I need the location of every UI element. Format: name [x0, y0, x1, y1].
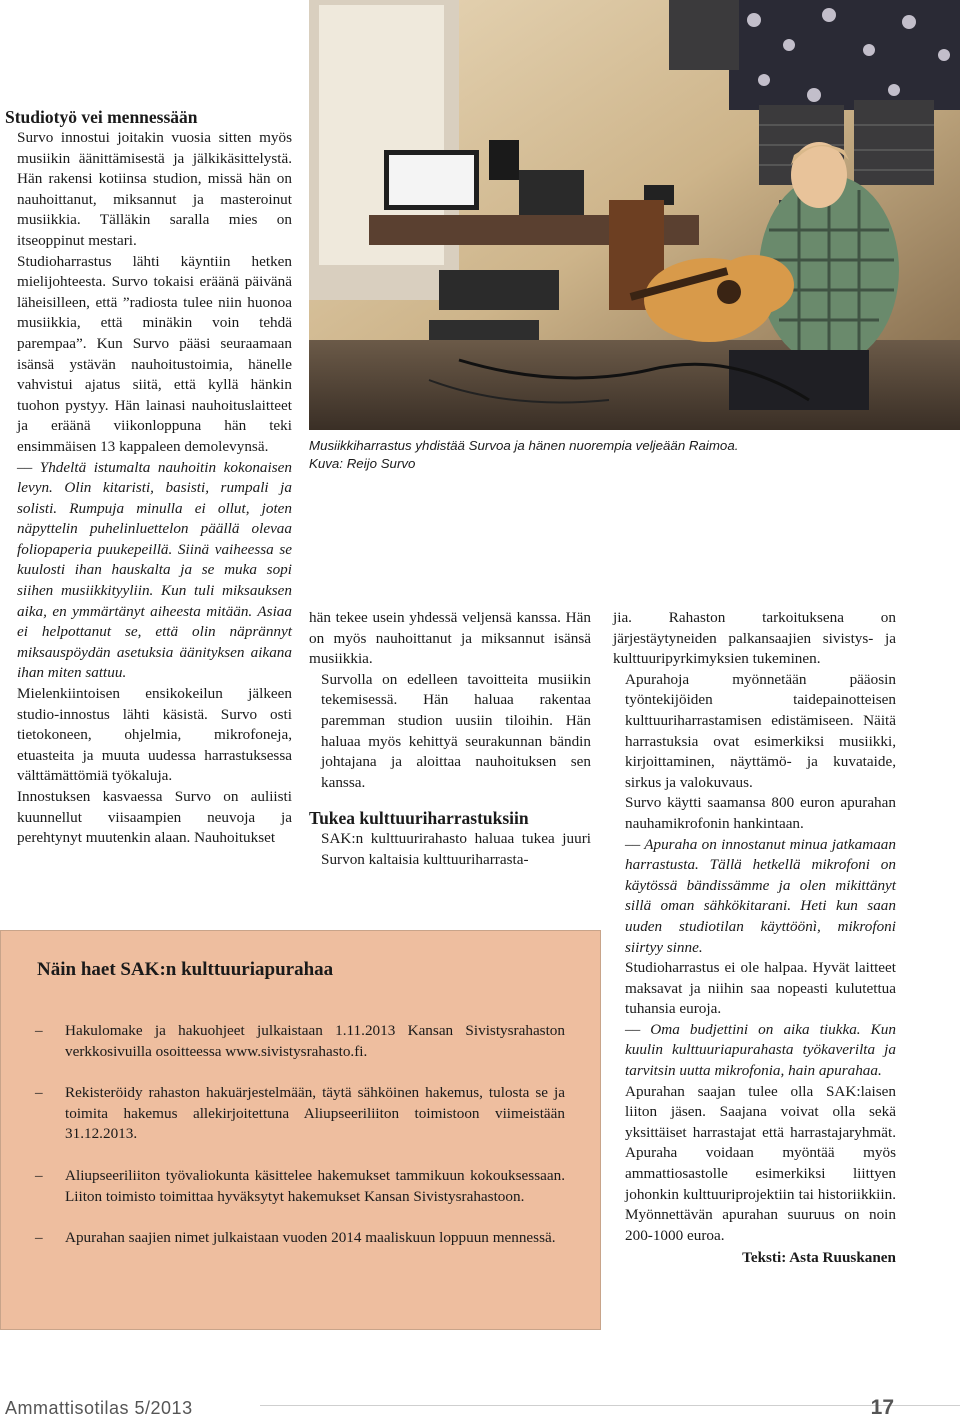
- box-list: [35, 1021, 565, 1270]
- section-heading: Tukea kulttuuriharrastuksiin: [309, 808, 529, 829]
- middle-column: [309, 608, 591, 871]
- page-number: 17: [870, 1396, 894, 1419]
- footer-divider: [260, 1405, 960, 1406]
- body-paragraph: Survo käytti saamansa 800 euron apurahan nauhamikrofonin hankintaan.: [625, 794, 896, 832]
- box-title: Näin haet SAK:n kulttuuriapurahaa: [37, 959, 334, 980]
- body-paragraph: SAK:n kulttuurirahasto haluaa tukea juuri Survon kaltaisia kulttuuriharrasta-: [321, 830, 591, 868]
- body-paragraph: Survolla on edelleen tavoitteita musiikin tekemisessä. Hän haluaa rakentaa paremman studion uusiin tiloihin. Hän haluaa myös kehittyä seurakunnan bändin johtajana ja aloittaa nauhoituksen sen kanssa.: [321, 670, 591, 791]
- photo-credit: Kuva: Reijo Survo: [309, 456, 416, 471]
- body-paragraph: Survo innostui joitakin vuosia sitten myös musiikin äänittämisestä ja jälkikäsittelystä. Hän rakensi kotiinsa studion, missä hän on nauhoittanut, miksannut ja masteroinut musiikkia. Tälläkin saralla mies on itseoppinut mestari.: [17, 129, 292, 249]
- quote-paragraph: –– Oma budjettini on aika tiukka. Kun kuulin kulttuuriapurahasta työkaverilta ja tarvitsin uutta mikrofonia, hain apurahaa.: [625, 1020, 896, 1080]
- info-box: [0, 930, 601, 1330]
- body-paragraph: Apurahoja myönnetään pääosin työntekijöiden taidepainotteisen kulttuuriharrastamisen edistämiseen. Näitä harrastuksia ovat esimerkiksi musiikki, kirjoittaminen, näyttämö- ja kuvataide, sirkus ja valokuvaus.: [625, 670, 896, 791]
- body-paragraph: Mielenkiintoisen ensikokeilun jälkeen studio-innostus lähti käsistä. Survo osti tietokoneen, ohjelmia, mikrofoneja, etuasteita ja muuta uudessa harrastuksessa välttämättömiä työkaluja.: [17, 685, 292, 785]
- photo-caption: [309, 437, 949, 473]
- caption-text: Musiikkiharrastus yhdistää Survoa ja hänen nuorempia veljeään Raimoa.: [309, 438, 739, 453]
- left-column: [5, 106, 292, 849]
- list-item: – Rekisteröidy rahaston hakuärjestelmään, täytä sähköinen hakemus, tulosta se ja toimita hakemus allekirjoitettuna Aliupseeriliiton toimistoon viimeistään 31.12.2013.: [35, 1083, 565, 1145]
- list-item: – Hakulomake ja hakuohjeet julkaistaan 1.11.2013 Kansan Sivistysrahaston verkkosivuilla osoitteessa www.sivistysrahasto.fi.: [35, 1021, 565, 1062]
- right-column: [613, 608, 896, 1269]
- body-paragraph: Apurahan saajan tulee olla SAK:laisen liiton jäsen. Saajana voivat olla sekä yksittäiset harrastajat että harrastajaryhmät. Apuraha voidaan myöntää myös ammattiosastolle esimerkiksi liittyen johonkin kulttuuriprojektiin tai historiikkiin. Myönnettävän apurahan suuruus on noin 200-1000 euroa.: [625, 1082, 896, 1244]
- body-paragraph: Studioharrastus ei ole halpaa. Hyvät laitteet maksavat ja niihin saa nopeasti kulutettua tuhansia euroja.: [625, 959, 896, 1018]
- quote-paragraph: –– Apuraha on innostanut minua jatkamaan harrastusta. Tällä hetkellä mikrofoni on käytössä bändissämme ja olen mikittänyt sillä oman sähkökitarani. Heti kun saan uuden studiotilan käyttöönì, mikrofoni siirtyy sinne.: [625, 835, 896, 956]
- byline: Teksti: Asta Ruuskanen: [742, 1249, 896, 1267]
- publication-name: Ammattisotilas 5/2013: [5, 1398, 193, 1418]
- body-paragraph: jia. Rahaston tarkoituksena on järjestäytyneiden palkansaajien sivistys- ja kulttuuripyrkimyksien tukeminen.: [613, 609, 896, 668]
- body-paragraph: Innostuksen kasvaessa Survo on auliisti kuunnellut viisaampien neuvoja ja perehtynyt muutenkin alaan. Nauhoitukset: [17, 788, 292, 847]
- studio-photo: [309, 0, 960, 430]
- list-item: – Aliupseeriliiton työvaliokunta käsittelee hakemukset tammikuun kokouksessaan. Liiton toimisto toimittaa hyväksytyt hakemukset Kansan Sivistysrahastoon.: [35, 1166, 565, 1207]
- body-paragraph: hän tekee usein yhdessä veljensä kanssa. Hän on myös nauhoittanut ja miksannut isänsä musiikkia.: [309, 609, 591, 668]
- section-heading: Studiotyö vei mennessään: [5, 107, 198, 127]
- body-paragraph: Studioharrastus lähti käyntiin hetken mielijohteesta. Survo tokaisi eräänä päivänä läheisilleen, että ”radiosta tulee niin huonoa musiikkia, että minäkin voin tehdä parempaa”. Kun Survo pääsi seuraamaan isänsä ystävän nauhoitustoimia, hänelle vahvistui ajatus siitä, että kyllä hänkin tuohon pystyy. Hän lainasi nauhoituslaitteet ja eräänä viikonloppuna hän teki ensimmäisen 13 kappaleen demolevynsä.: [17, 252, 292, 455]
- list-item: – Apurahan saajien nimet julkaistaan vuoden 2014 maaliskuun loppuun mennessä.: [35, 1228, 565, 1249]
- quote-paragraph: –– Yhdeltä istumalta nauhoitin kokonaisen levyn. Olin kitaristi, basisti, rumpali ja solisti. Rumpuja minulla ei ollut, joten näpyttelin puhelinluettelon päällä olevaa foliopaperia puukepeillä. Siinä vaiheessa se kuulosti ihan hauskalta ja se muka sopi siihen musiikkityyliin. Kun tuli miksauksen aika, en ymmärtänyt aiheesta mitään. Asiaa ei helpottanut se, että olin näprännyt miksauspöydän asetuksia äänityksen aikana ihan miten sattuu.: [17, 458, 292, 682]
